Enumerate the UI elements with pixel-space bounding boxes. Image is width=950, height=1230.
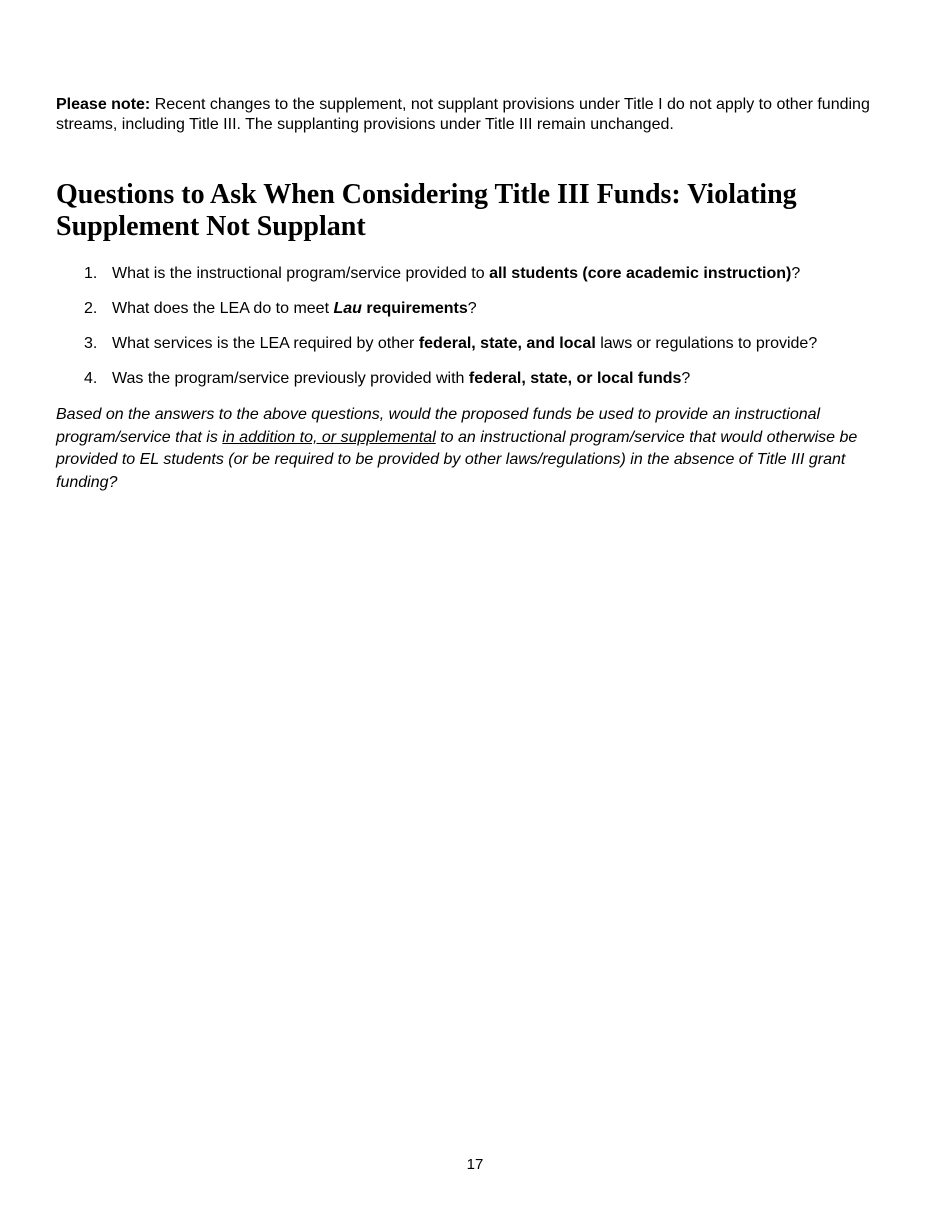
please-note-paragraph — [56, 95, 896, 135]
closing-question-paragraph — [56, 404, 901, 494]
question-text-end: ? — [681, 370, 691, 387]
question-text-end: ? — [791, 265, 801, 282]
question-emphasis: all students (core academic instruction) — [489, 265, 792, 282]
question-text: What services is the LEA required by other — [112, 335, 419, 352]
closing-text: Based on the answers to the above questions, would the proposed funds be used to provide an instructional program/service that is — [56, 406, 821, 446]
question-number: 3. — [84, 335, 98, 352]
question-emphasis-italic: Lau — [333, 300, 362, 317]
question-item-2 — [56, 299, 906, 319]
note-text: Recent changes to the supplement, not supplant provisions under Title I do not apply to other funding streams, including Title III. The supplanting provisions under Title III remain unchanged. — [56, 96, 870, 133]
question-emphasis: federal, state, or local funds — [468, 370, 682, 387]
questions-list — [56, 264, 906, 404]
question-text-end: ? — [467, 300, 477, 317]
question-item-4 — [56, 369, 906, 389]
question-text: Was the program/service previously provided with — [112, 370, 469, 387]
question-number: 2. — [84, 300, 98, 317]
question-number: 4. — [84, 370, 98, 387]
page-number: 17 — [466, 1156, 484, 1173]
note-label: Please note: — [56, 96, 151, 113]
question-text-end: laws or regulations to provide? — [595, 335, 818, 352]
closing-text-end: to an instructional program/service that would otherwise be provided to EL students (or be required to be provided by other laws/regulations) in the absence of Title III grant funding? — [56, 428, 858, 491]
question-emphasis: federal, state, and local — [418, 335, 596, 352]
question-number: 1. — [84, 265, 98, 282]
question-item-1 — [56, 264, 906, 284]
section-heading: Questions to Ask When Considering Title III Funds: Violating Supplement Not Supplant — [56, 179, 797, 242]
question-item-3 — [56, 334, 906, 354]
question-text: What is the instructional program/service provided to — [112, 265, 490, 282]
question-emphasis: requirements — [361, 300, 468, 317]
question-text: What does the LEA do to meet — [112, 300, 334, 317]
closing-underlined: in addition to, or supplemental — [222, 428, 436, 446]
